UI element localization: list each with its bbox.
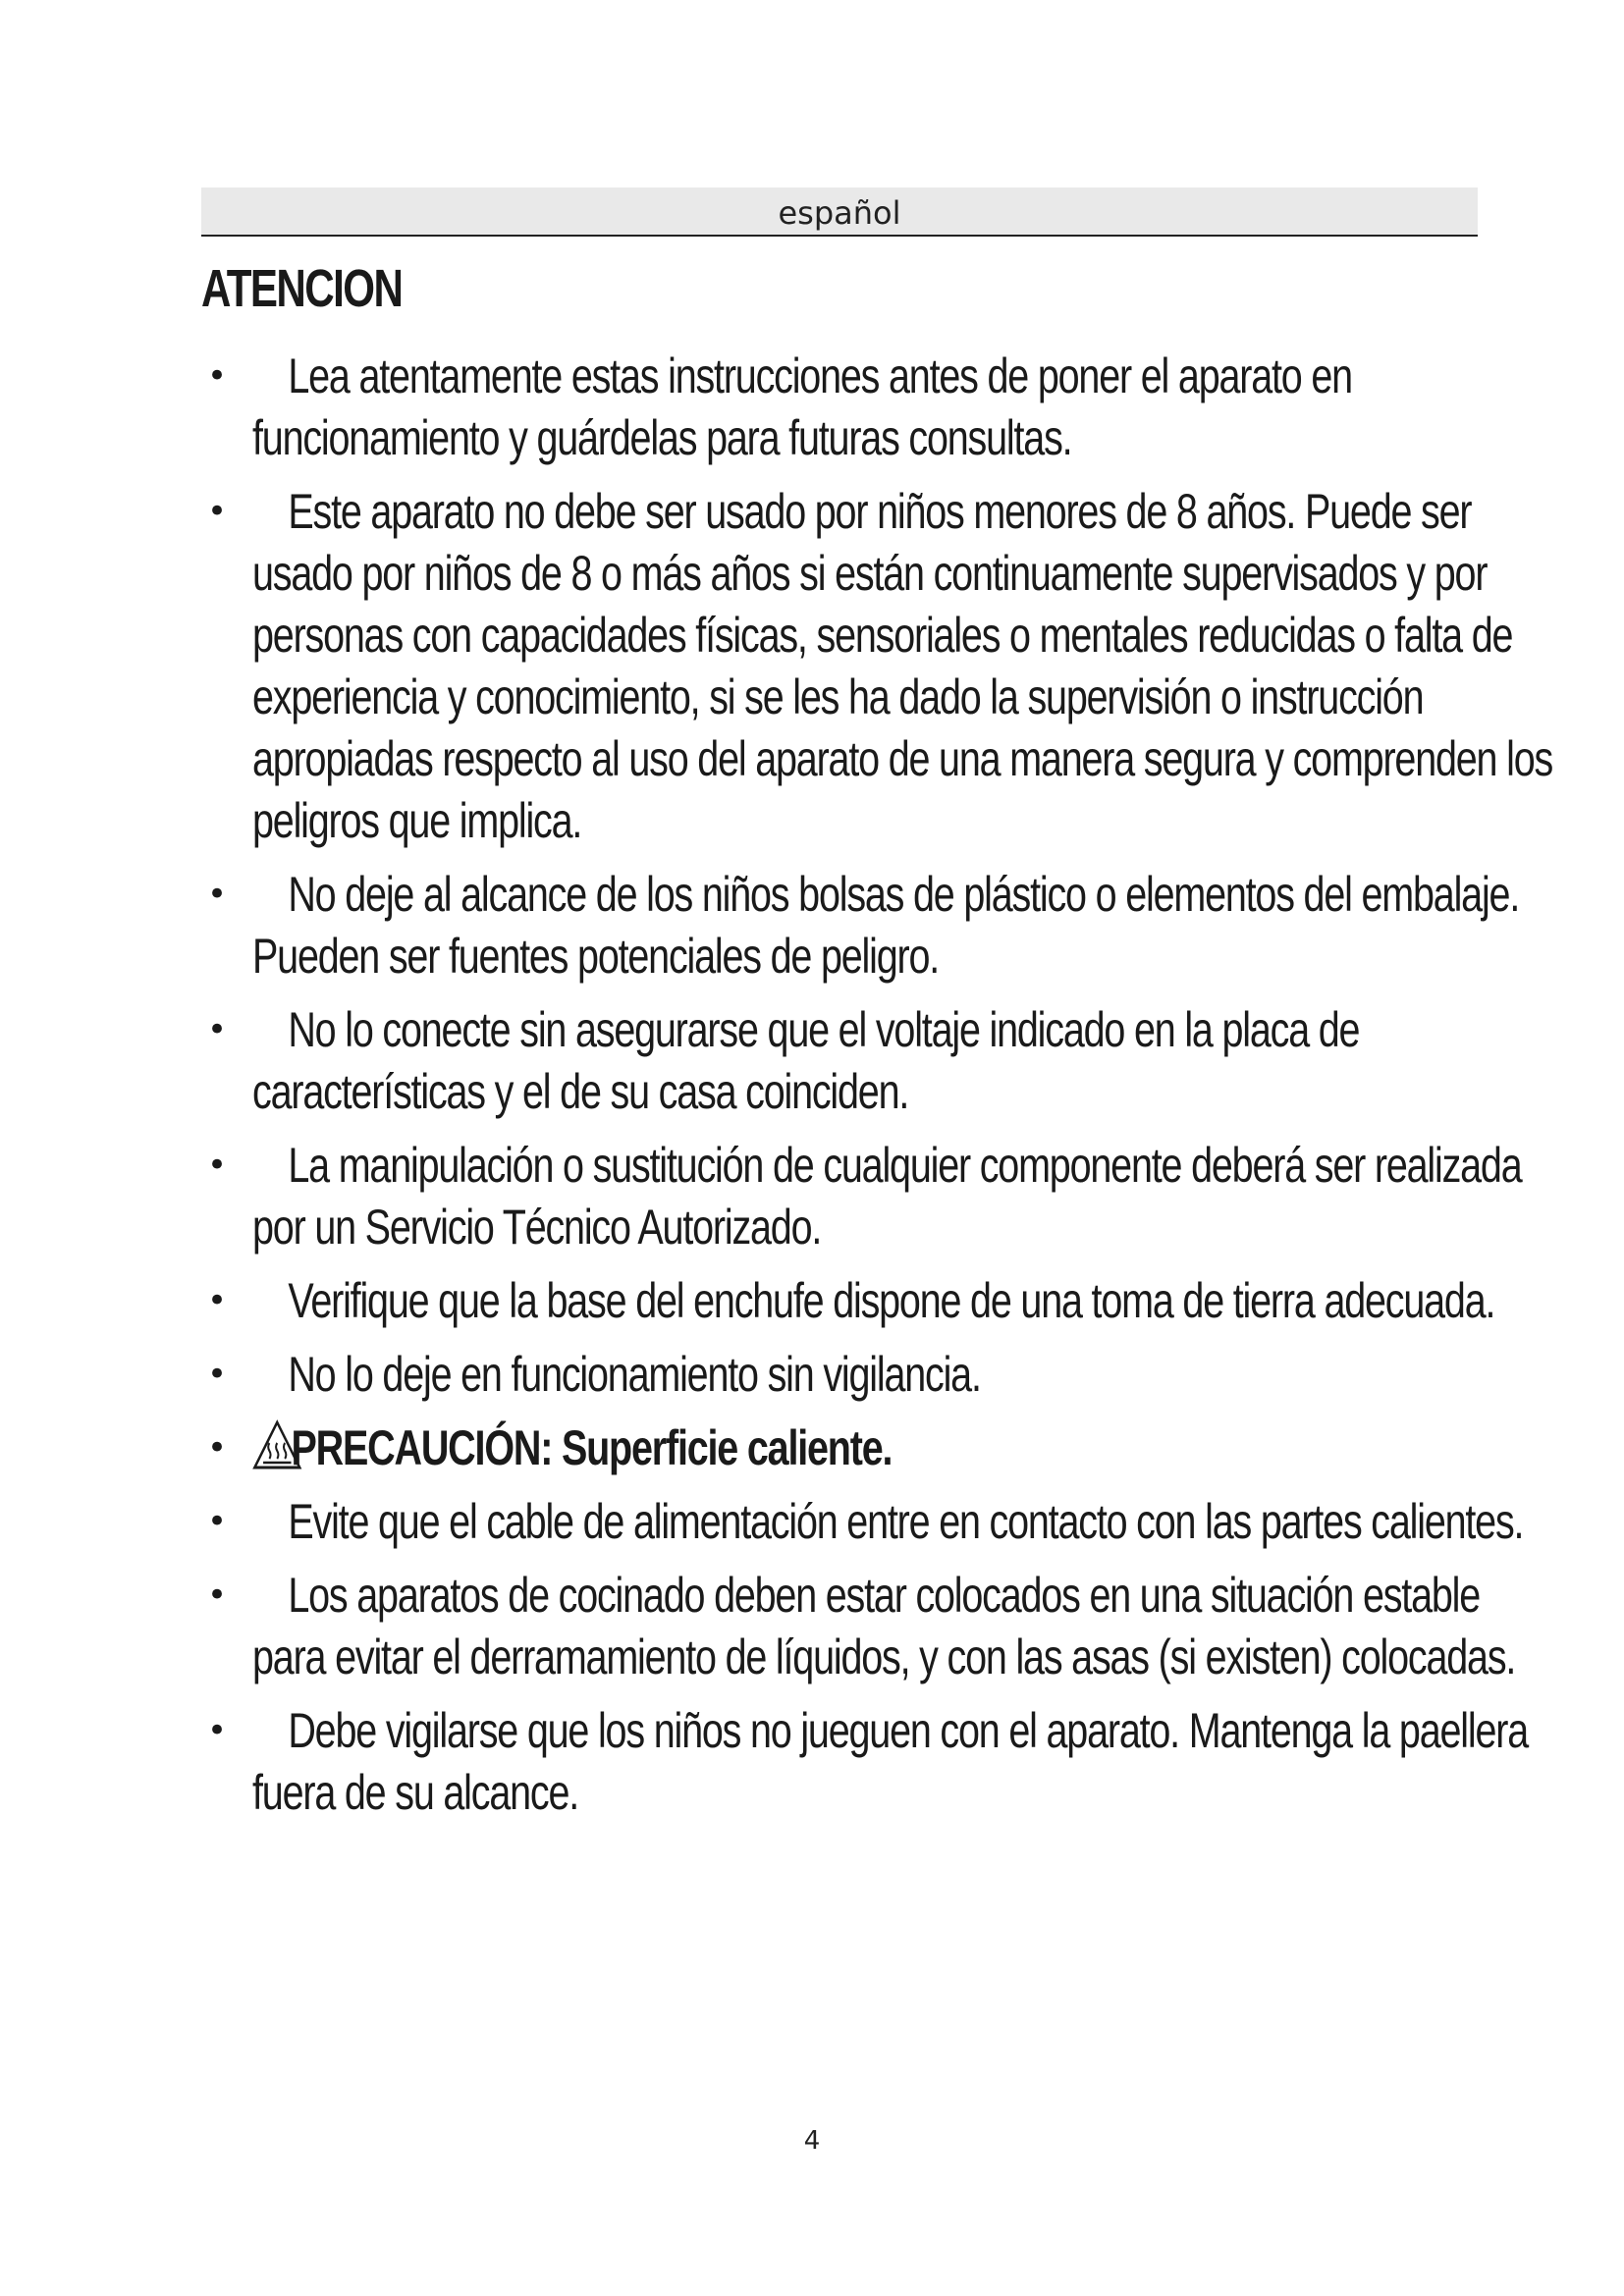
bullet-icon: • xyxy=(207,1146,226,1185)
bullet-icon: • xyxy=(207,1428,226,1468)
list-item xyxy=(201,1700,1556,1824)
list-item xyxy=(201,1344,1556,1406)
list-item xyxy=(201,1270,1556,1332)
bullet-icon: • xyxy=(207,1355,226,1394)
bullet-icon: • xyxy=(207,1711,226,1750)
instruction-text: Evite que el cable de alimentación entre en contacto con las partes calientes. xyxy=(288,1494,1524,1549)
instruction-text: Los aparatos de cocinado deben estar colocados en una situación estable para evitar el derramamiento de líquidos, y con las asas (si existen) colocadas. xyxy=(252,1568,1516,1684)
bullet-icon: • xyxy=(207,1281,226,1320)
language-label: español xyxy=(778,194,901,232)
list-item xyxy=(201,999,1556,1123)
list-item xyxy=(201,1135,1556,1258)
instruction-text: Verifique que la base del enchufe dispone de una toma de tierra adecuada. xyxy=(288,1273,1495,1328)
bullet-icon: • xyxy=(207,1575,226,1615)
bullet-icon: • xyxy=(207,492,226,531)
bullet-icon: • xyxy=(207,1010,226,1049)
instruction-text: Debe vigilarse que los niños no jueguen con el aparato. Mantenga la paellera fuera de su alcance. xyxy=(252,1703,1528,1820)
instruction-text: Este aparato no debe ser usado por niños menores de 8 años. Puede ser usado por niños de 8 o más años si están continuamente supervisados y por personas con capacidades físicas, sensoriales o mentales reducidas o falta de experiencia y conocimiento, si se les ha dado la supervisión o instrucción apropiadas respecto al uso del aparato de una manera segura y comprenden los peligros que implica. xyxy=(252,484,1553,848)
bullet-icon: • xyxy=(207,875,226,914)
instruction-text: No deje al alcance de los niños bolsas de plástico o elementos del embalaje. Pueden ser fuentes potenciales de peligro. xyxy=(252,867,1520,984)
page-number: 4 xyxy=(803,2126,821,2156)
page-title: ATENCION xyxy=(201,259,403,318)
warning-text: PRECAUCIÓN: Superficie caliente. xyxy=(291,1420,893,1475)
list-item xyxy=(201,1565,1556,1688)
list-item xyxy=(201,864,1556,988)
bullet-icon: • xyxy=(207,356,226,396)
list-item-warning xyxy=(201,1417,1556,1479)
list-item xyxy=(201,481,1556,852)
list-item xyxy=(201,1491,1556,1553)
instruction-text: La manipulación o sustitución de cualquier componente deberá ser realizada por un Servicio Técnico Autorizado. xyxy=(252,1138,1522,1255)
instruction-text: No lo conecte sin asegurarse que el voltaje indicado en la placa de características y el de su casa coinciden. xyxy=(252,1002,1360,1119)
instruction-text: No lo deje en funcionamiento sin vigilancia. xyxy=(288,1347,981,1402)
language-header xyxy=(201,187,1478,237)
bullet-icon: • xyxy=(207,1502,226,1541)
instruction-text: Lea atentamente estas instrucciones antes de poner el aparato en funcionamiento y guárdelas para futuras consultas. xyxy=(252,348,1352,465)
list-item xyxy=(201,346,1556,469)
safety-instructions-list xyxy=(201,346,1556,1836)
